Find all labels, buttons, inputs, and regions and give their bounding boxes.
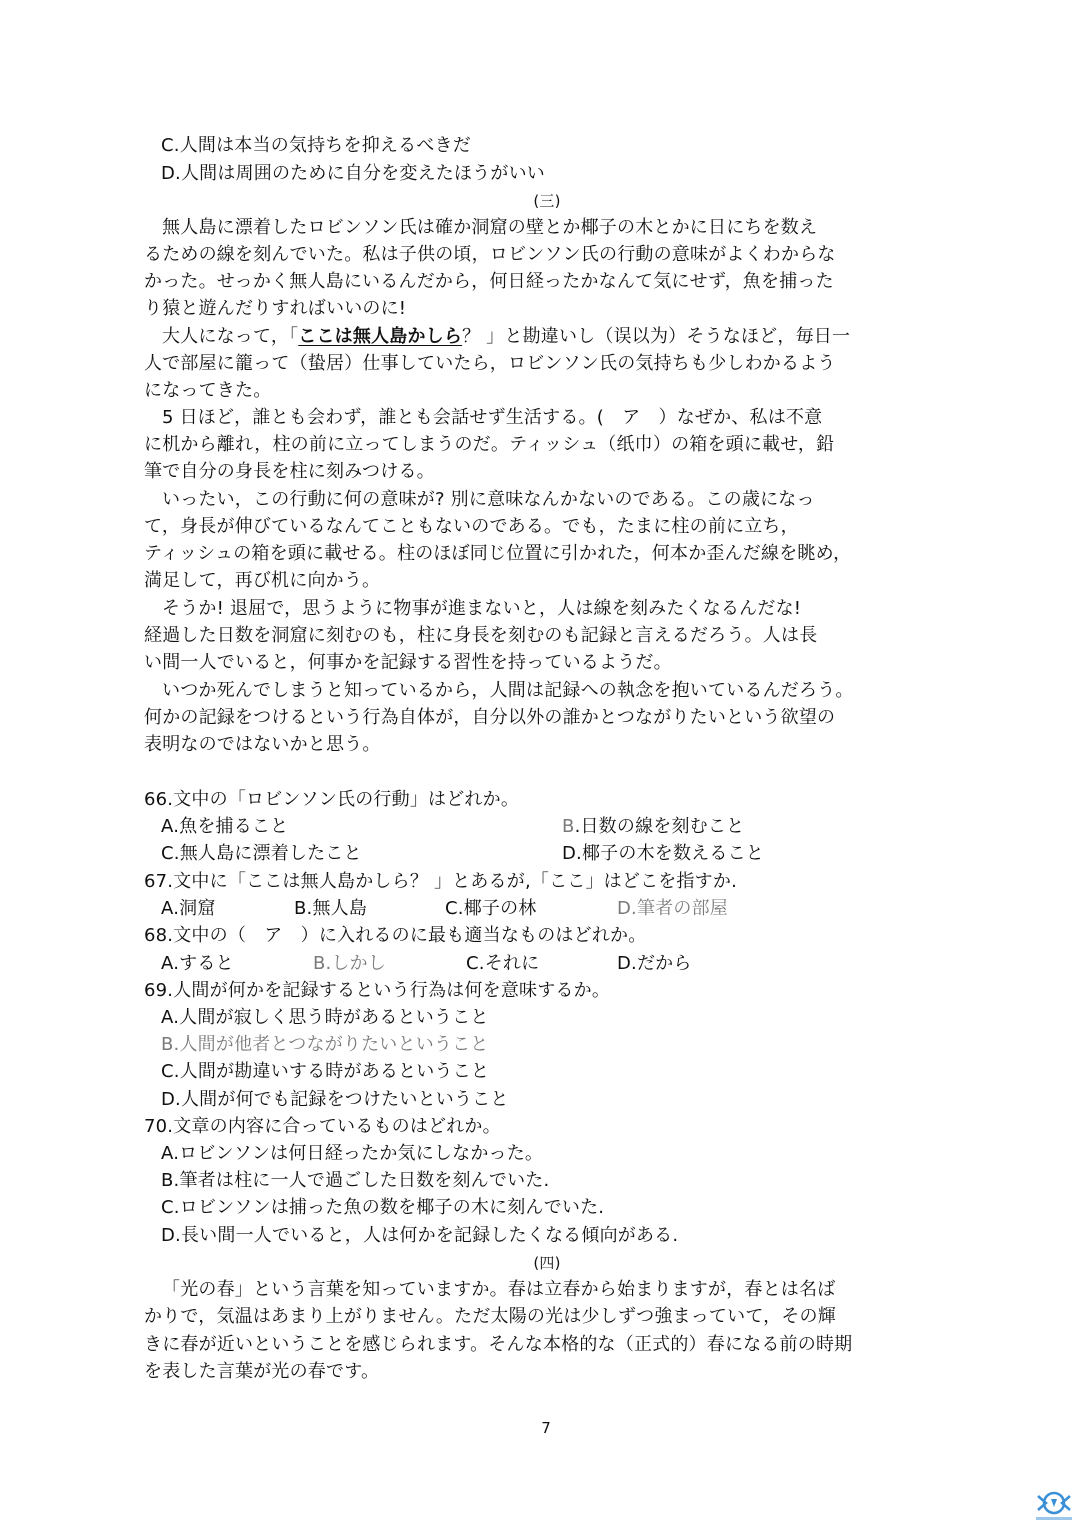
passage-line: て，身長が伸びているなんてこともないのである。でも，たまに柱の前に立ち， xyxy=(144,516,799,537)
passage-line: そうか! 退屈で，思うように物事が進まないと，人は線を刻みたくなるんだな! xyxy=(162,598,802,619)
option-68c: C.それに xyxy=(466,953,540,974)
underlined-phrase: ここは無人島かしら xyxy=(298,326,463,347)
passage-text: ？ 」と勘違いし（误以为）そうなほど，毎日一 xyxy=(462,326,851,347)
option-66c: C.無人島に漂着したこと xyxy=(161,843,362,864)
option-68a: A.すると xyxy=(161,953,234,974)
passage-line: かりで，気温はあまり上がりません。ただ太陽の光は少しずつ強まっていて，その輝 xyxy=(144,1306,836,1327)
passage-text: 大人になって，「 xyxy=(162,326,299,347)
option-70b: B.筆者は柱に一人で過ごした日数を刻んでいた. xyxy=(161,1170,550,1191)
passage-line: 満足して，再び机に向かう。 xyxy=(144,570,381,591)
option-letter: B xyxy=(562,816,575,837)
passage-line: に机から離れ，柱の前に立ってしまうのだ。ティッシュ（纸巾）の箱を頭に載せ，鉛 xyxy=(144,434,835,455)
passage-line: るための線を刻んでいた。私は子供の頃，ロビンソン氏の行動の意味がよくわからな xyxy=(144,244,836,265)
question-70: 70.文章の内容に合っているものはどれか。 xyxy=(144,1116,501,1137)
page-number: 7 xyxy=(541,1419,551,1437)
option-text: .日数の線を刻むこと xyxy=(574,816,745,837)
publisher-logo-icon xyxy=(1030,1490,1078,1524)
prev-option-c: C.人間は本当の気持ちを抑えるべきだ xyxy=(161,135,471,156)
option-70d: D.長い間一人でいると，人は何かを記録したくなる傾向がある. xyxy=(161,1225,679,1246)
option-69d: D.人間が何でも記録をつけたいということ xyxy=(161,1089,509,1110)
passage-line: かった。せっかく無人島にいるんだから，何日経ったかなんて気にせず，魚を捕った xyxy=(144,271,834,292)
passage-line xyxy=(162,325,850,349)
option-69c: C.人間が勘違いする時があるということ xyxy=(161,1061,490,1082)
passage-line: きに春が近いということを感じられます。そんな本格的な（正式的）春になる前の時期 xyxy=(144,1334,853,1355)
passage-line: いつか死んでしまうと知っているから，人間は記録への執念を抱いているんだろう。 xyxy=(162,680,854,701)
option-68b: B.しかし xyxy=(313,953,387,974)
passage-line: 「光の春」という言葉を知っていますか。春は立春から始まりますが，春とは名ば xyxy=(162,1279,836,1300)
question-66: 66.文中の「ロビンソン氏の行動」はどれか。 xyxy=(144,789,520,810)
option-66a: A.魚を捕ること xyxy=(161,816,289,837)
question-68: 68.文中の（ ア ）に入れるのに最も適当なものはどれか。 xyxy=(144,925,647,946)
option-66b xyxy=(562,815,744,839)
question-69: 69.人間が何かを記録するという行為は何を意味するか。 xyxy=(144,980,611,1001)
passage-line: になってきた。 xyxy=(144,380,272,401)
passage-line: 経過した日数を洞窟に刻むのも，柱に身長を刻むのも記録と言えるだろう。人は長 xyxy=(144,625,818,646)
passage-line: を表した言葉が光の春です。 xyxy=(144,1361,380,1382)
section-heading-4: (四) xyxy=(533,1254,561,1272)
passage-line: いったい，この行動に何の意味が? 別に意味なんかないのである。この歳になっ xyxy=(162,489,815,510)
option-70a: A.ロビンソンは何日経ったか気にしなかった。 xyxy=(161,1143,544,1164)
section-heading-3: (三) xyxy=(533,192,561,210)
question-67: 67.文中に「ここは無人島かしら？ 」とあるが,「ここ」はどこを指すか. xyxy=(144,871,737,892)
option-69b: B.人間が他者とつながりたいということ xyxy=(161,1034,489,1055)
option-67a: A.洞窟 xyxy=(161,898,216,919)
option-67d: D.筆者の部屋 xyxy=(617,898,728,919)
option-67c: C.椰子の林 xyxy=(445,898,537,919)
passage-line: 筆で自分の身長を柱に刻みつける。 xyxy=(144,461,435,482)
passage-line: 表明なのではないかと思う。 xyxy=(144,734,381,755)
option-70c: C.ロビンソンは捕った魚の数を椰子の木に刻んでいた. xyxy=(161,1197,605,1218)
option-68d: D.だから xyxy=(617,953,692,974)
option-67b: B.無人島 xyxy=(294,898,368,919)
passage-line: 何かの記録をつけるという行為自体が，自分以外の誰かとつながりたいという欲望の xyxy=(144,707,836,728)
passage-line: 5 日ほど，誰とも会わず，誰とも会話せず生活する。( ア ）なぜか、私は不意 xyxy=(162,407,823,428)
passage-line: り猿と遊んだりすればいいのに! xyxy=(144,298,407,319)
option-66d: D.椰子の木を数えること xyxy=(562,843,764,864)
passage-line: ティッシュの箱を頭に載せる。柱のほぼ同じ位置に引かれた，何本か歪んだ線を眺め， xyxy=(144,543,852,564)
passage-line: 人で部屋に籠って（蛰居）仕事していたら，ロビンソン氏の気持ちも少しわかるよう xyxy=(144,353,836,374)
prev-option-d: D.人間は周囲のために自分を変えたほうがいい xyxy=(161,163,545,184)
passage-line: 無人島に漂着したロビンソン氏は確か洞窟の壁とか椰子の木とかに日にちを数え xyxy=(162,217,818,238)
option-69a: A.人間が寂しく思う時があるということ xyxy=(161,1007,489,1028)
passage-line: い間一人でいると，何事かを記録する習性を持っているようだ。 xyxy=(144,652,672,673)
